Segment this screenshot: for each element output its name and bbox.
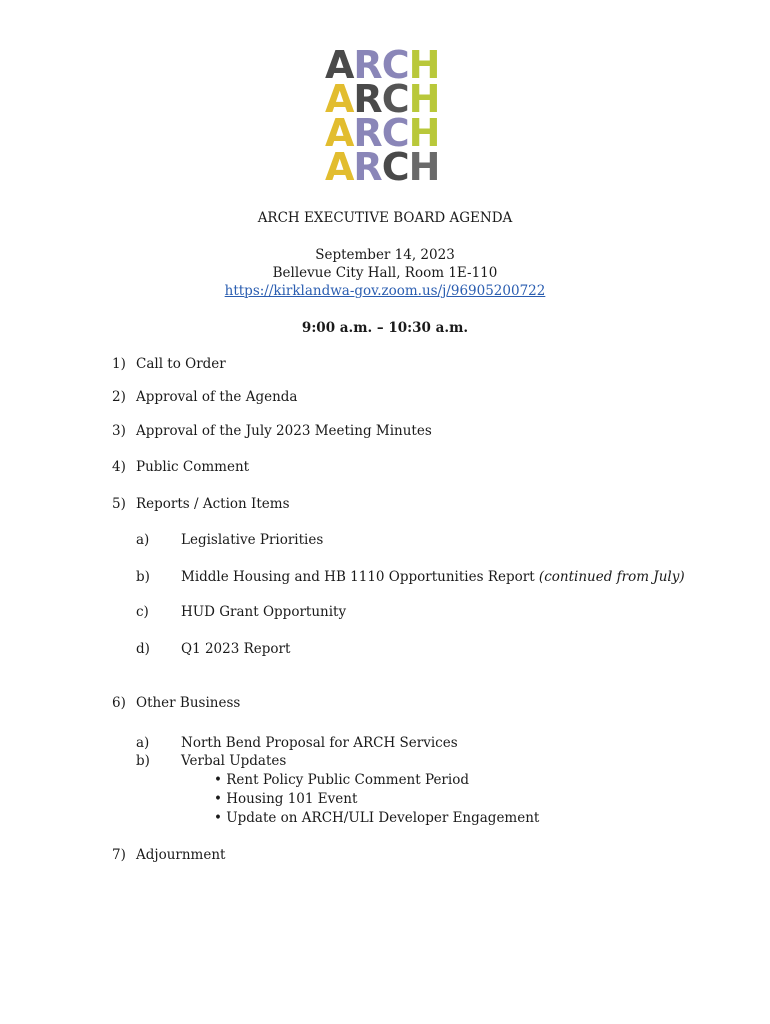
logo-letter: R [353, 111, 382, 155]
item-number: 1) [112, 356, 126, 372]
item-number: 7) [112, 847, 126, 863]
logo-row [325, 145, 447, 189]
update-bullet: • Rent Policy Public Comment Period [214, 772, 469, 788]
item-number: 3) [112, 423, 126, 439]
sub-label: Legislative Priorities [181, 532, 324, 548]
logo-letter: C [381, 43, 409, 87]
meeting-date: September 14, 2023 [315, 247, 455, 263]
item-label: Public Comment [136, 459, 250, 475]
zoom-link-row [0, 282, 770, 300]
item-label: Adjournment [136, 847, 226, 863]
sub-letter: b) [136, 569, 150, 585]
update-bullet: • Housing 101 Event [214, 791, 358, 807]
item-number: 6) [112, 695, 126, 711]
sub-label: Verbal Updates [181, 753, 287, 769]
meeting-location: Bellevue City Hall, Room 1E-110 [272, 265, 498, 281]
logo-letter: R [353, 77, 382, 121]
logo-letter: H [408, 43, 440, 87]
sub-label: North Bend Proposal for ARCH Services [181, 735, 458, 751]
logo-letter: H [408, 111, 440, 155]
arch-logo [325, 43, 447, 189]
sub-note: (continued from July) [538, 569, 685, 585]
logo-letter: H [408, 77, 440, 121]
sub-letter: a) [136, 532, 150, 548]
logo-letter: A [325, 77, 354, 121]
logo-letter: C [381, 111, 409, 155]
logo-letter: A [325, 43, 354, 87]
sub-letter: b) [136, 753, 150, 769]
item-label: Reports / Action Items [136, 496, 290, 512]
logo-letter: H [408, 145, 440, 189]
item-label: Other Business [136, 695, 241, 711]
sub-letter: c) [136, 604, 149, 620]
logo-letter: R [353, 43, 382, 87]
logo-letter: C [381, 77, 409, 121]
update-bullet: • Update on ARCH/ULI Developer Engagement [214, 810, 540, 826]
agenda-title: ARCH EXECUTIVE BOARD AGENDA [257, 210, 513, 226]
zoom-link[interactable]: https://kirklandwa-gov.zoom.us/j/96905200722 [224, 283, 546, 299]
logo-letter: R [353, 145, 382, 189]
sub-letter: a) [136, 735, 150, 751]
item-label: Approval of the July 2023 Meeting Minutes [136, 423, 432, 439]
item-number: 4) [112, 459, 126, 475]
item-number: 2) [112, 389, 126, 405]
sub-label: HUD Grant Opportunity [181, 604, 347, 620]
logo-letter: A [325, 111, 354, 155]
meeting-time: 9:00 a.m. – 10:30 a.m. [301, 320, 469, 336]
sub-label: Middle Housing and HB 1110 Opportunities Report [181, 569, 539, 585]
item-number: 5) [112, 496, 126, 512]
sub-letter: d) [136, 641, 150, 657]
sub-label: Q1 2023 Report [181, 641, 291, 657]
item-label: Call to Order [136, 356, 226, 372]
item-label: Approval of the Agenda [136, 389, 298, 405]
logo-letter: C [381, 145, 409, 189]
logo-letter: A [325, 145, 354, 189]
sub-label-row [181, 568, 685, 586]
